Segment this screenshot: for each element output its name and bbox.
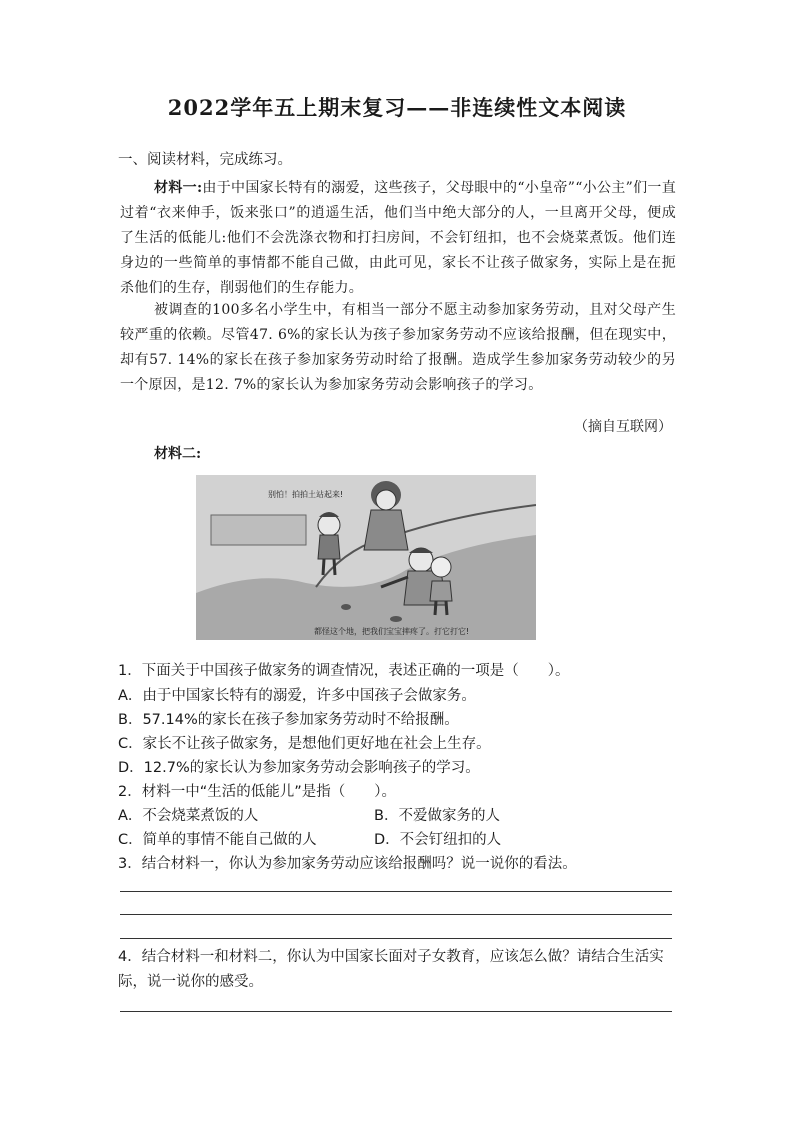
- q4-answer-line-1[interactable]: [120, 1011, 672, 1012]
- q1-option-d: D．12.7%的家长认为参加家务劳动会影响孩子的学习。: [118, 760, 480, 776]
- q2-stem: 2．材料一中“生活的低能儿”是指（ ）。: [118, 784, 396, 800]
- q1-stem: 1．下面关于中国孩子做家务的调查情况，表述正确的一项是（ ）。: [118, 663, 570, 679]
- q4-stem: 4．结合材料一和材料二，你认为中国家长面对子女教育，应该怎么做？请结合生活实际，说一说你的感受。: [118, 949, 664, 990]
- cartoon-top-caption: 别怕！拍拍土站起来!: [268, 490, 344, 499]
- material1-text1: 由于中国家长特有的溺爱，这些孩子，父母眼中的“小皇帝”“小公主”们一直过着“衣来伸手，饭来张口”的逍遥生活，他们当中绝大部分的人，一旦离开父母，便成了生活的低能儿:他们不会洗涤衣物和打扫房间，不会钉纽扣，也不会烧菜煮饭。他们连身边的一些简单的事情都不能自己做，由此可见，家长不让孩子做家务，实际上是在扼杀他们的生存，削弱他们的生存能力。: [120, 180, 676, 296]
- q3-answer-line-2[interactable]: [120, 914, 672, 915]
- material1-label: 材料一:: [154, 180, 203, 196]
- q1-option-c: C．家长不让孩子做家务，是想他们更好地在社会上生存。: [118, 736, 491, 752]
- q2-option-c: C．简单的事情不能自己做的人: [118, 832, 317, 848]
- q1-option-b: B．57.14%的家长在孩子参加家务劳动时不给报酬。: [118, 712, 459, 728]
- q3-answer-line-1[interactable]: [120, 891, 672, 892]
- q2-option-b: B．不爱做家务的人: [374, 808, 500, 824]
- q2-option-d: D．不会钉纽扣的人: [374, 832, 502, 848]
- cartoon-bottom-caption: 都怪这个地，把我们宝宝摔疼了。打它打它!: [314, 627, 470, 636]
- material2-cartoon: [196, 475, 536, 640]
- q2-option-a: A．不会烧菜煮饭的人: [118, 808, 259, 824]
- section-heading: 一、阅读材料，完成练习。: [118, 152, 292, 168]
- page-title: 2022学年五上期末复习——非连续性文本阅读: [167, 95, 627, 120]
- material2-label: 材料二:: [154, 446, 202, 462]
- q3-answer-line-3[interactable]: [120, 938, 672, 939]
- material1-source: （摘自互联网）: [574, 419, 672, 435]
- q3-stem: 3．结合材料一，你认为参加家务劳动应该给报酬吗？说一说你的看法。: [118, 856, 577, 872]
- cartoon-illustration: [196, 475, 536, 640]
- material1-paragraph2: 被调查的100多名小学生中，有相当一部分不愿主动参加家务劳动，且对父母产生较严重的依赖。尽管47. 6%的家长认为孩子参加家务劳动不应该给报酬，但在现实中，却有57. 14%的家长在孩子参加家务劳动时给了报酬。造成学生参加家务劳动较少的另一个原因，是12. 7%的家长认为参加家务劳动会影响孩子的学习。: [120, 302, 676, 393]
- q1-option-a: A．由于中国家长特有的溺爱，许多中国孩子会做家务。: [118, 688, 476, 704]
- material1-paragraph1: [120, 176, 676, 301]
